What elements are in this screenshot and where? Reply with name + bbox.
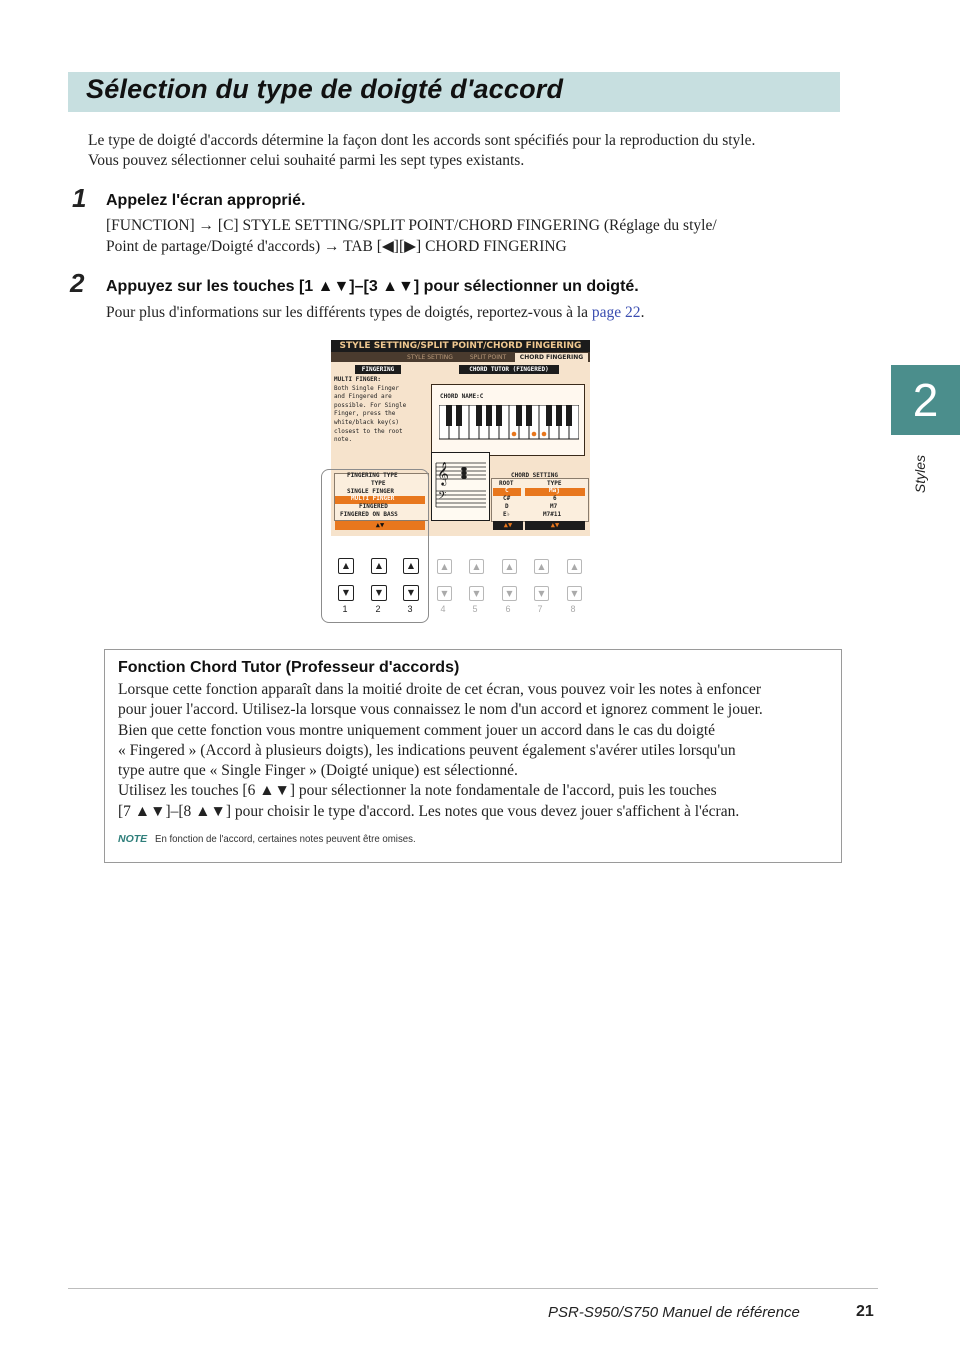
info-line: Utilisez les touches [6 ▲▼] pour sélectionner la note fondamentale de l'accord, puis les touches	[118, 782, 717, 800]
footer-manual-title: PSR-S950/S750 Manuel de référence	[548, 1304, 800, 1321]
info-line: « Fingered » (Accord à plusieurs doigts), les indications peuvent également s'avérer utiles lorsqu'un	[118, 741, 736, 759]
tab-split-point[interactable]: SPLIT POINT	[469, 354, 507, 361]
fingering-option-selected[interactable]: MULTI FINGER	[351, 495, 395, 502]
intro-line: Le type de doigté d'accords détermine la façon dont les accords sont spécifiés pour la reproduction du style.	[88, 132, 756, 149]
chord-name: CHORD NAME:C	[440, 393, 484, 400]
button-2-up[interactable]: ▲	[371, 558, 387, 574]
fingering-updown-indicator: ▲▼	[335, 521, 425, 530]
step-number: 2	[70, 268, 85, 298]
chord-tutor-label: CHORD TUTOR (FINGERED)	[459, 365, 559, 374]
button-1-down[interactable]: ▼	[338, 585, 354, 601]
button-5-down[interactable]: ▼	[469, 586, 484, 601]
root-option[interactable]: D	[505, 503, 509, 510]
fingering-type-heading: FINGERING TYPE	[347, 472, 398, 479]
chord-type-option[interactable]: M7#11	[543, 511, 562, 518]
button-number: 1	[342, 604, 348, 614]
description-line: Finger, press the	[334, 410, 396, 418]
button-8-up[interactable]: ▲	[567, 559, 582, 574]
description-text	[334, 376, 406, 445]
button-number: 4	[440, 604, 446, 614]
button-8-down[interactable]: ▼	[567, 586, 582, 601]
button-4-up[interactable]: ▲	[437, 559, 452, 574]
staff-display	[431, 452, 490, 521]
step-body-line: [FUNCTION] → [C] STYLE SETTING/SPLIT POINT/CHORD FINGERING (Réglage du style/	[106, 217, 717, 234]
step-number: 1	[72, 183, 87, 213]
description-line: and Fingered are	[334, 393, 392, 401]
root-heading: ROOT	[499, 480, 514, 487]
info-box-title: Fonction Chord Tutor (Professeur d'accords)	[118, 659, 460, 676]
step-body-line	[106, 303, 644, 323]
piano-keyboard	[439, 405, 579, 441]
page-link[interactable]: page 22	[591, 304, 641, 321]
step-heading: Appelez l'écran approprié.	[106, 192, 306, 209]
note-head	[461, 475, 467, 479]
root-option-selected[interactable]: C	[505, 487, 509, 494]
section-title: Sélection du type de doigté d'accord	[86, 74, 564, 104]
fingering-option[interactable]: SINGLE FINGER	[347, 488, 394, 495]
fingering-option[interactable]: FINGERED ON BASS	[340, 511, 398, 518]
key-marker	[542, 432, 547, 437]
key-marker	[512, 432, 517, 437]
tab-style-setting[interactable]: STYLE SETTING	[407, 354, 453, 361]
page-number: 21	[856, 1303, 874, 1320]
button-number: 8	[570, 604, 576, 614]
info-box-body	[118, 680, 833, 822]
step-body-suffix: .	[640, 304, 645, 321]
intro-paragraph	[88, 131, 838, 171]
type-updown-indicator: ▲▼	[525, 521, 585, 530]
tab-chord-fingering[interactable]: CHORD FINGERING	[515, 353, 588, 362]
chord-type-option[interactable]: 6	[553, 495, 557, 502]
description-heading: MULTI FINGER:	[334, 376, 381, 383]
info-line: type autre que « Single Finger » (Doigté unique) est sélectionné.	[118, 762, 518, 780]
step-heading: Appuyez sur les touches [1 ▲▼]–[3 ▲▼] pour sélectionner un doigté.	[106, 278, 639, 295]
button-4-down[interactable]: ▼	[437, 586, 452, 601]
bass-clef-icon: 𝄢	[438, 490, 447, 505]
info-line: pour jouer l'accord. Utilisez-la lorsque vous connaissez le nom d'un accord et ignorez comment le jouer.	[118, 701, 763, 719]
chapter-tab[interactable]: 2	[891, 365, 960, 435]
music-staff	[432, 453, 489, 520]
fingering-option[interactable]: FINGERED	[359, 503, 388, 510]
description-line: note.	[334, 436, 353, 444]
root-option[interactable]: C#	[503, 495, 511, 502]
button-number: 3	[407, 604, 413, 614]
button-number: 6	[505, 604, 511, 614]
step-body-line: Point de partage/Doigté d'accords) → TAB [◀][▶] CHORD FINGERING	[106, 238, 567, 255]
key-marker	[532, 432, 537, 437]
intro-line: Vous pouvez sélectionner celui souhaité parmi les sept types existants.	[88, 152, 525, 169]
button-3-up[interactable]: ▲	[403, 558, 419, 574]
note-head	[461, 467, 467, 471]
button-7-down[interactable]: ▼	[534, 586, 549, 601]
footer-divider	[68, 1288, 878, 1289]
button-number: 2	[375, 604, 381, 614]
note-text: En fonction de l'accord, certaines notes peuvent être omises.	[155, 833, 416, 845]
description-line: closest to the root	[334, 427, 403, 435]
type-heading: TYPE	[371, 480, 386, 487]
root-option[interactable]: E♭	[503, 511, 511, 518]
description-line: possible. For Single	[334, 401, 407, 409]
chord-setting-heading: CHORD SETTING	[511, 472, 558, 479]
description-line: Both Single Finger	[334, 384, 400, 392]
treble-clef-icon: 𝄞	[437, 461, 449, 485]
button-1-up[interactable]: ▲	[338, 558, 354, 574]
button-6-up[interactable]: ▲	[502, 559, 517, 574]
button-2-down[interactable]: ▼	[371, 585, 387, 601]
button-6-down[interactable]: ▼	[502, 586, 517, 601]
keyboard-display	[431, 384, 585, 456]
info-line: Bien que cette fonction vous montre uniquement comment jouer un accord dans le cas du doigté	[118, 721, 716, 739]
button-5-up[interactable]: ▲	[469, 559, 484, 574]
info-line: Lorsque cette fonction apparaît dans la moitié droite de cet écran, vous pouvez voir les notes à enfoncer	[118, 681, 762, 698]
note-head	[461, 471, 467, 475]
button-number: 5	[472, 604, 478, 614]
chord-type-option-selected[interactable]: Maj	[549, 487, 560, 494]
screen-title: STYLE SETTING/SPLIT POINT/CHORD FINGERING	[331, 340, 590, 352]
info-line: [7 ▲▼]–[8 ▲▼] pour choisir le type d'accord. Les notes que vous devez jouer s'affichent à l'écran.	[118, 802, 740, 820]
button-number: 7	[537, 604, 543, 614]
note-label: NOTE	[118, 833, 148, 845]
root-updown-indicator: ▲▼	[493, 521, 523, 530]
chapter-label: Styles	[912, 454, 928, 494]
fingering-label: FINGERING	[355, 365, 401, 374]
chord-type-option[interactable]: M7	[550, 503, 558, 510]
chord-type-heading: TYPE	[547, 480, 562, 487]
step-body-text: Pour plus d'informations sur les différents types de doigtés, reportez-vous à la	[106, 304, 592, 321]
description-line: white/black key(s)	[334, 418, 400, 426]
button-3-down[interactable]: ▼	[403, 585, 419, 601]
button-7-up[interactable]: ▲	[534, 559, 549, 574]
